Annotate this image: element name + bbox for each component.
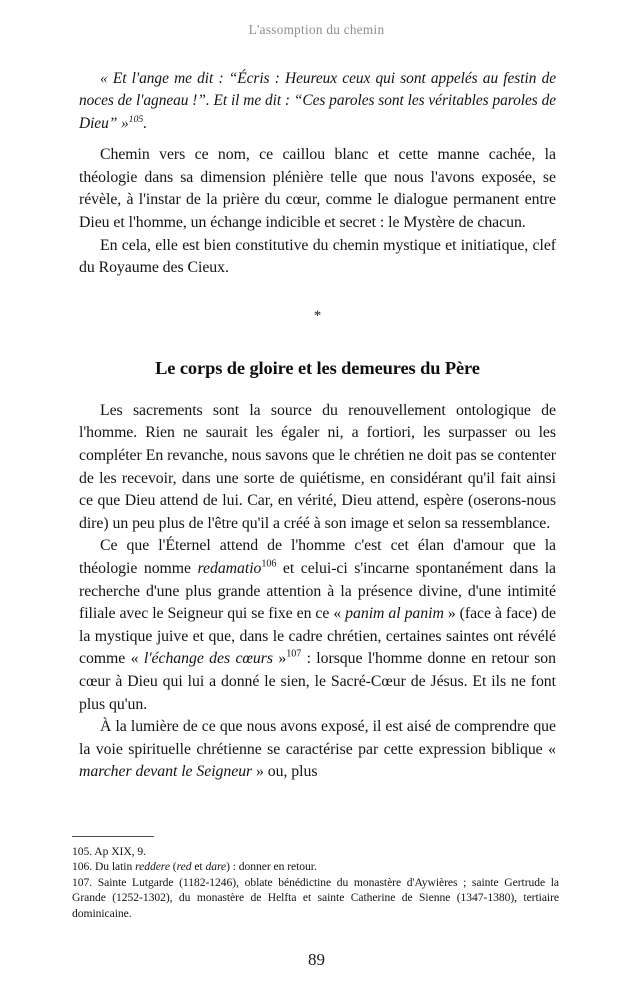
text-segment: À la lumière de ce que nous avons exposé, il est aisé de comprendre que la voie spirituelle chrétienne se caractérise par cette expression biblique « — [79, 718, 556, 758]
footnote-number: 107. — [72, 875, 93, 889]
footnote-text: Ap XIX, 9. — [92, 845, 146, 858]
footnotes-block — [72, 836, 559, 921]
text-segment: » ou, plus — [252, 763, 318, 781]
running-header: L'assomption du chemin — [248, 22, 385, 37]
text-segment: : lorsque l'homme donne en retour son cœur à Dieu qui lui a donné le sien, le Sacré-Cœur de Jésus. Et ils ne font plus qu'un. — [79, 650, 556, 713]
hebrew-term-panim-al-panim: panim al panim — [345, 605, 444, 623]
text-segment: » — [272, 650, 287, 668]
phrase-marcher-devant-le-seigneur: marcher devant le Seigneur — [79, 763, 253, 781]
footnote-number: 105. — [72, 845, 93, 858]
footnote-text: ) : donner en retour. — [226, 860, 317, 874]
footnote-text: Du latin — [92, 860, 136, 874]
phrase-echange-des-coeurs: l'échange des cœurs — [143, 650, 273, 668]
paragraph-redamatio — [79, 535, 556, 716]
footnote-text: et — [191, 860, 206, 874]
footnote-marker-106: 106 — [261, 558, 277, 570]
paragraph-a-la-lumiere — [79, 716, 556, 784]
text-column — [79, 68, 556, 784]
paragraph-chemin: Chemin vers ce nom, ce caillou blanc et cette manne cachée, la théologie dans sa dimension plénière telle que nous l'avons exposée, se révèle, à l'instar de la prière du cœur, comme le dialogue permanent entre Dieu et l'homme, un échange indicible et secret : le Mystère de chacun. — [79, 146, 556, 231]
paragraph-en-cela: En cela, elle est bien constitutive du chemin mystique et initiatique, clef du Royaume des Cieux. — [79, 236, 556, 277]
footnote-marker-107: 107 — [286, 649, 302, 661]
footnote-107 — [72, 875, 559, 921]
epigraph-text-tail: . — [143, 114, 148, 132]
footnote-text: ( — [169, 860, 177, 874]
text-segment: » (face à face) de la mystique juive et que, dans le cadre chrétien, certaines saintes ont révélé comme « — [79, 605, 556, 668]
epigraph-quote — [79, 68, 556, 135]
epigraph-text: « Et l'ange me dit : “Écris : Heureux ceux qui sont appelés au festin de noces de l'agneau !”. Et il me dit : “Ces paroles sont les véritables paroles de Dieu” » — [79, 70, 556, 132]
footnote-italic-red: red — [176, 860, 192, 874]
footnote-italic-dare: dare — [205, 860, 227, 874]
latin-term-redamatio: redamatio — [197, 559, 262, 577]
page-number: 89 — [308, 950, 325, 969]
section-heading: Le corps de gloire et les demeures du Père — [155, 357, 480, 378]
text-segment: Ce que l'Éternel attend de l'homme c'est cet élan d'amour que la théologie nomme — [79, 537, 556, 577]
footnote-italic-reddere: reddere — [135, 860, 170, 874]
footnote-separator-rule — [72, 836, 154, 837]
paragraph-sacrements: Les sacrements sont la source du renouvellement ontologique de l'homme. Rien ne saurait les égaler ni, a fortiori, les surpasser ou les compléter En revanche, nous savons que le chrétien ne doit pas se contenter de les recevoir, dans une sorte de quiétisme, en considérant qu'il fait ainsi ce que Dieu attend de lui. Car, en vérité, Dieu attend, espère (oserons-nous dire) un peu plus de l'être qu'il a créé à son image et selon sa ressemblance. — [79, 401, 556, 532]
footnote-number: 106. — [72, 860, 93, 874]
footnote-105 — [72, 844, 559, 859]
epigraph-footnote-marker: 105 — [128, 113, 144, 125]
footnote-106 — [72, 859, 559, 874]
text-segment: et celui-ci s'incarne spontanément dans la recherche d'une plus grande attention à la présence divine, d'une intimité filiale avec le Seigneur qui se fixe en ce « — [79, 559, 556, 623]
asterisk-divider: * — [313, 307, 322, 324]
footnote-text: Sainte Lutgarde (1182-1246), oblate bénédictine du monastère d'Aywières ; sainte Gertrude la Grande (1252-1302), du monastère de Helfta et sainte Catherine de Sienne (1347-1380), tertiaire dominicaine. — [72, 875, 559, 920]
